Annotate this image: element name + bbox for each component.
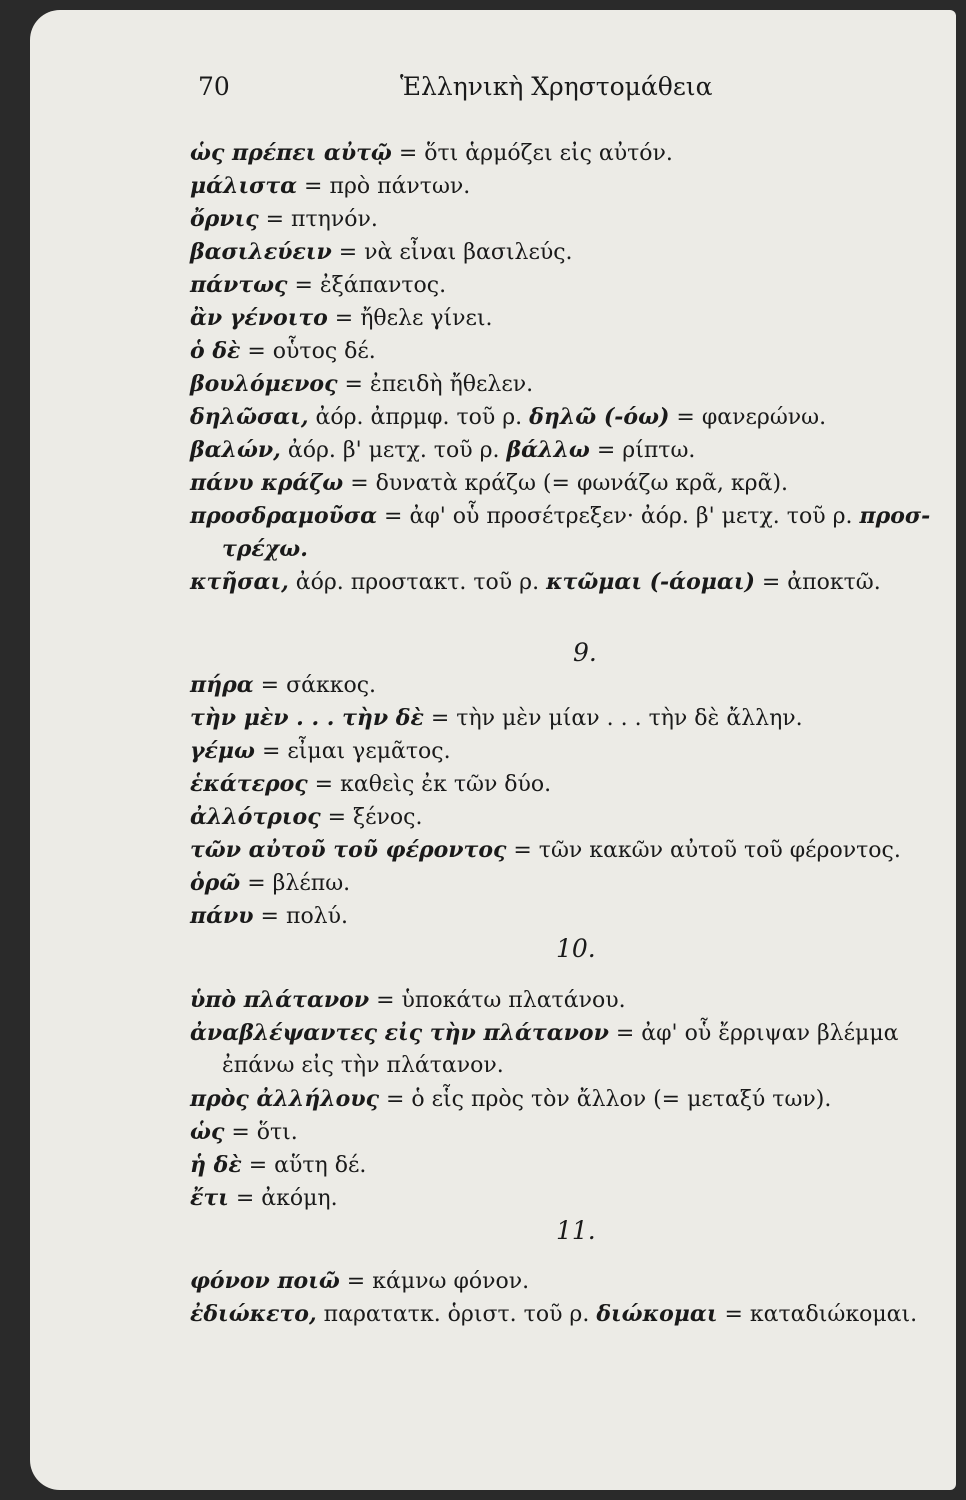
running-title: Ἑλληνικὴ Χρηστομάθεια [400, 72, 713, 101]
entry-term: πρὸς ἀλλήλους [190, 1086, 379, 1112]
glossary-entry [190, 703, 803, 734]
glossary-entry [190, 270, 446, 301]
entry-gloss: = τὴν μὲν μίαν . . . τὴν δὲ ἄλλην. [423, 706, 803, 731]
glossary-entry [190, 1183, 338, 1214]
entry-term: ἂν γένοιτο [190, 305, 328, 331]
entry-term: ὁρῶ [190, 870, 241, 896]
entry-term: προσδραμοῦσα [190, 503, 378, 529]
glossary-content [30, 10, 956, 1490]
glossary-entry [190, 802, 422, 833]
entry-gloss: = φανερώνω. [669, 405, 827, 430]
glossary-entry [222, 534, 308, 565]
entry-gloss: = καθεὶς ἐκ τῶν δύο. [307, 772, 552, 797]
entry-term: πάνυ [190, 903, 254, 929]
entry-gloss: = ἀποκτῶ. [754, 570, 881, 595]
glossary-entry [190, 736, 451, 767]
glossary-entry [190, 171, 470, 202]
entry-gloss: = τῶν κακῶν αὐτοῦ τοῦ φέροντος. [506, 838, 901, 863]
glossary-entry [190, 985, 626, 1016]
entry-term: βασιλεύειν [190, 239, 332, 265]
entry-gloss: = ξένος. [320, 805, 423, 830]
section-heading: 10. [556, 934, 596, 963]
book-page [30, 10, 956, 1490]
entry-term: ὡς [190, 1119, 225, 1145]
entry-gloss: ἀόρ. ἀπρμφ. τοῦ ρ. [308, 405, 530, 430]
entry-gloss: ἀόρ. β' μετχ. τοῦ ρ. [280, 438, 507, 463]
section-heading: 11. [556, 1216, 596, 1245]
entry-gloss: = καταδιώκομαι. [717, 1302, 918, 1327]
glossary-entry [190, 501, 930, 532]
entry-gloss: = ἤθελε γίνει. [327, 306, 493, 331]
entry-term: βουλόμενος [190, 371, 338, 397]
entry-term: μάλιστα [190, 173, 298, 199]
entry-gloss: = εἶμαι γεμᾶτος. [254, 739, 451, 764]
entry-term: πήρα [190, 672, 254, 698]
entry-term: ἡ δὲ [190, 1152, 242, 1178]
entry-term: βαλών, [190, 437, 281, 463]
glossary-entry [190, 138, 673, 169]
glossary-entry [190, 901, 348, 932]
entry-gloss: = ἀφ' οὗ προσέτρεξεν· ἀόρ. β' μετχ. τοῦ ρ. [377, 504, 860, 529]
glossary-entry [190, 1117, 298, 1148]
entry-term: ὡς πρέπει αὐτῷ [190, 140, 392, 166]
entry-gloss: = πολύ. [253, 904, 348, 929]
entry-term: κτῶμαι (-άομαι) [546, 569, 755, 595]
entry-gloss: = ὅτι. [224, 1120, 298, 1145]
entry-term: τὴν μὲν . . . τὴν δὲ [190, 705, 424, 731]
glossary-entry [190, 303, 493, 334]
section-heading: 9. [573, 638, 597, 667]
glossary-entry [190, 237, 573, 268]
glossary-entry [190, 336, 376, 367]
entry-term: γέμω [190, 738, 255, 764]
entry-term: ἐδιώκετο, [190, 1301, 317, 1327]
entry-term: πάντως [190, 272, 288, 298]
entry-term: ἀλλότριος [190, 804, 321, 830]
entry-gloss: = ρίπτω. [589, 438, 696, 463]
entry-term: ὁ δὲ [190, 338, 241, 364]
glossary-entry [190, 468, 788, 499]
entry-term: βάλλω [506, 437, 590, 463]
entry-gloss: ἀόρ. προστακτ. τοῦ ρ. [288, 570, 547, 595]
glossary-entry [190, 1266, 529, 1297]
glossary-entry [190, 1150, 366, 1181]
entry-term: τρέχω. [222, 536, 308, 562]
glossary-entry [190, 835, 901, 866]
glossary-entry [190, 402, 826, 433]
entry-term: φόνον ποιῶ [190, 1268, 340, 1294]
glossary-entry [190, 1299, 917, 1330]
entry-gloss: = δυνατὰ κράζω (= φωνάζω κρᾶ, κρᾶ). [343, 471, 789, 496]
entry-gloss: = ἐξάπαντος. [287, 273, 447, 298]
entry-term: ὄρνις [190, 206, 259, 232]
entry-gloss: = ἐπειδὴ ἤθελεν. [337, 372, 534, 397]
entry-term: ὑπὸ πλάτανον [190, 987, 370, 1013]
entry-gloss: = ὅτι ἁρμόζει εἰς αὐτόν. [391, 141, 673, 166]
entry-term: προσ- [859, 503, 931, 529]
entry-term: δηλῶσαι, [190, 404, 309, 430]
glossary-entry [190, 868, 350, 899]
entry-gloss: = πτηνόν. [258, 207, 378, 232]
entry-term: τῶν αὐτοῦ τοῦ φέροντος [190, 837, 507, 863]
glossary-entry [190, 670, 376, 701]
entry-gloss: = κάμνω φόνον. [339, 1269, 530, 1294]
glossary-entry [190, 435, 695, 466]
entry-gloss: = ἀφ' οὗ ἔρριψαν βλέμμα [608, 1021, 899, 1046]
page-number: 70 [198, 72, 230, 101]
entry-gloss: = ὁ εἷς πρὸς τὸν ἄλλον (= μεταξύ των). [379, 1087, 832, 1112]
entry-gloss: = σάκκος. [253, 673, 377, 698]
glossary-entry [190, 1018, 898, 1049]
entry-term: ἔτι [190, 1185, 229, 1211]
entry-gloss: ἐπάνω εἰς τὴν πλάτανον. [222, 1053, 504, 1078]
entry-gloss: = ἀκόμη. [228, 1186, 338, 1211]
entry-gloss: = αὕτη δέ. [241, 1153, 367, 1178]
entry-gloss: = πρὸ πάντων. [297, 174, 471, 199]
entry-term: δηλῶ (-όω) [529, 404, 670, 430]
entry-term: ἀναβλέψαντες εἰς τὴν πλάτανον [190, 1020, 609, 1046]
glossary-entry [190, 567, 881, 598]
entry-term: ἑκάτερος [190, 771, 308, 797]
entry-gloss: παρατατκ. ὁριστ. τοῦ ρ. [316, 1302, 597, 1327]
glossary-entry [190, 369, 533, 400]
glossary-entry [222, 1051, 504, 1081]
entry-gloss: = νὰ εἶναι βασιλεύς. [331, 240, 573, 265]
entry-term: κτῆσαι, [190, 569, 289, 595]
entry-term: διώκομαι [596, 1301, 718, 1327]
entry-gloss: = βλέπω. [240, 871, 351, 896]
entry-gloss: = ὑποκάτω πλατάνου. [369, 988, 626, 1013]
entry-gloss: = οὗτος δέ. [240, 339, 376, 364]
glossary-entry [190, 1084, 831, 1115]
glossary-entry [190, 204, 378, 235]
entry-term: πάνυ κράζω [190, 470, 344, 496]
glossary-entry [190, 769, 551, 800]
